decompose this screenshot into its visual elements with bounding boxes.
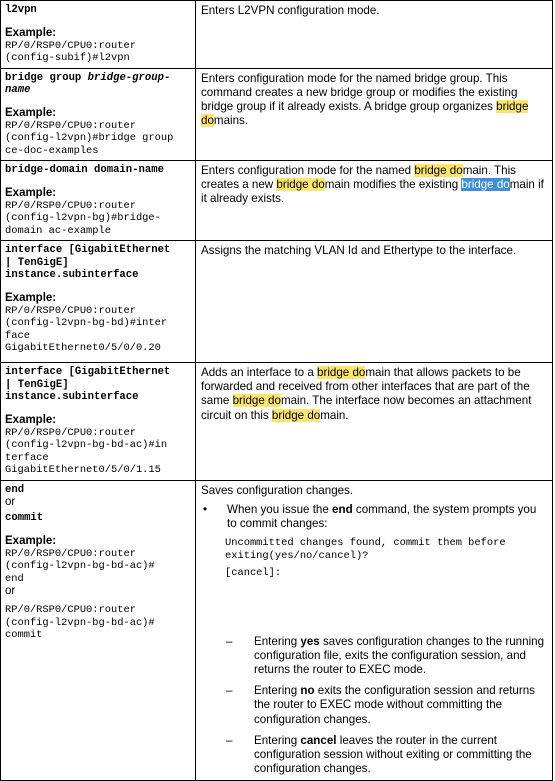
bullet-keyword: end xyxy=(332,502,353,516)
example-line: (config-l2vpn-bg-bd-ac)# xyxy=(5,616,155,629)
command-cell xyxy=(1,161,196,241)
command-argument: bridge-group-name xyxy=(5,71,171,96)
table-row xyxy=(1,68,553,161)
bullet-text xyxy=(227,503,548,531)
bullet-item xyxy=(201,503,548,531)
search-highlight: bridge do xyxy=(271,408,321,422)
command-text: instance.subinterface xyxy=(5,391,139,403)
description-text: main modifies the existing xyxy=(324,178,462,192)
description-text: Assigns the matching VLAN Id and Ethertype to the interface. xyxy=(201,244,517,257)
dash-text-part: exits the configuration session and returns the router to EXEC mode without committing the configuration changes. xyxy=(254,684,535,726)
example-label: Example: xyxy=(5,291,57,304)
example-label: Example: xyxy=(5,413,57,426)
dash-text-part: leaves the router in the current configuration session without exiting or committing the configuration changes. xyxy=(254,733,532,776)
example-label: Example: xyxy=(5,534,57,547)
command-cell xyxy=(1,1,196,69)
command-text: instance.subinterface xyxy=(5,269,139,281)
prompt-code-block xyxy=(225,537,548,579)
example-line: (config-l2vpn)#bridge group xyxy=(5,132,174,144)
dash-text-part: Entering xyxy=(254,684,301,698)
example-line: GigabitEthernet0/5/0/0.20 xyxy=(5,342,161,354)
command-cell xyxy=(1,68,196,161)
example-label: Example: xyxy=(5,186,57,199)
description-text: Saves configuration changes. xyxy=(201,483,354,497)
command-cell xyxy=(1,241,196,363)
code-line: exiting(yes/no/cancel)? xyxy=(225,549,369,562)
description-text: main. The interface now becomes an attachment circuit on this xyxy=(201,394,532,422)
search-highlight: bridge do xyxy=(232,394,281,408)
description-cell xyxy=(196,241,553,363)
example-line: RP/0/RSP0/CPU0:router xyxy=(5,604,136,616)
dash-icon: – xyxy=(226,684,233,698)
dash-keyword: cancel xyxy=(300,733,337,747)
example-line: RP/0/RSP0/CPU0:router xyxy=(5,39,136,52)
dash-text xyxy=(254,684,548,727)
description-cell xyxy=(196,161,553,241)
command-text: | TenGigE] xyxy=(5,256,69,269)
code-line: Uncommitted changes found, commit them before xyxy=(225,537,506,550)
command-cell xyxy=(1,363,196,481)
example-line: face xyxy=(5,329,30,342)
description-text: Enters configuration mode for the named xyxy=(201,164,415,177)
description-cell xyxy=(196,363,553,481)
description-text: mains. xyxy=(213,114,249,128)
command-text: commit xyxy=(5,512,44,524)
example-line: (config-l2vpn-bg)#bridge- xyxy=(5,212,161,224)
bullet-icon: • xyxy=(203,502,208,516)
table-row xyxy=(1,1,553,69)
search-highlight: bridge do xyxy=(276,178,325,192)
command-keyword: bridge group xyxy=(5,71,82,84)
example-line: terface xyxy=(5,451,49,464)
dash-icon: – xyxy=(226,634,233,648)
search-highlight: bridge do xyxy=(414,164,463,177)
dash-text xyxy=(254,635,548,678)
example-line: commit xyxy=(5,629,43,641)
description-text: main that allows packets to be forwarded and received from other interfaces that are part of the same xyxy=(201,366,530,408)
dash-keyword: no xyxy=(300,684,315,698)
table-row xyxy=(1,363,553,481)
command-cell xyxy=(1,480,196,780)
dash-text-part: Entering xyxy=(254,733,301,747)
dash-icon: – xyxy=(226,733,233,747)
description-cell xyxy=(196,480,553,780)
description-text: Enters configuration mode for the named bridge group. This command creates a new bridge group or modifies the existing bridge group if it already exists. A bridge group organizes xyxy=(201,71,518,113)
dash-item xyxy=(201,684,548,727)
command-text xyxy=(5,72,191,97)
example-line: (config-l2vpn-bg-bd)#inter xyxy=(5,317,168,329)
example-line: ce-doc-examples xyxy=(5,144,99,157)
command-text: l2vpn xyxy=(5,4,37,16)
example-line: RP/0/RSP0/CPU0:router xyxy=(5,547,136,560)
dash-text-part: Entering xyxy=(254,634,301,648)
bullet-text-part: When you issue the xyxy=(227,502,333,516)
example-line: GigabitEthernet0/5/0/1.15 xyxy=(5,464,161,476)
description-text: main. xyxy=(320,408,349,422)
example-line: (config-l2vpn-bg-bd-ac)# xyxy=(5,560,155,572)
description-text: main if it already exists. xyxy=(201,178,544,206)
search-highlight: bridge do xyxy=(317,366,366,379)
command-text: | TenGigE] xyxy=(5,378,69,391)
example-line: end xyxy=(5,572,24,585)
example-line: RP/0/RSP0/CPU0:router xyxy=(5,199,136,212)
or-label: or xyxy=(5,585,16,597)
or-label: or xyxy=(5,496,16,508)
bullet-text-part: command, the system prompts you to commit changes: xyxy=(227,502,537,530)
command-text: interface [GigabitEthernet xyxy=(5,244,171,256)
description-text: main. This creates a new xyxy=(201,164,516,192)
example-line: RP/0/RSP0/CPU0:router xyxy=(5,426,136,439)
table-row xyxy=(1,480,553,780)
description-text: Adds an interface to a xyxy=(201,366,318,379)
example-line: domain ac-example xyxy=(5,224,112,237)
search-highlight: bridge do xyxy=(201,99,529,128)
spacer xyxy=(201,580,548,628)
example-label: Example: xyxy=(5,106,57,119)
example-line: RP/0/RSP0/CPU0:router xyxy=(5,119,136,132)
example-line: (config-l2vpn-bg-bd-ac)#in xyxy=(5,439,168,451)
example-line: RP/0/RSP0/CPU0:router xyxy=(5,304,136,317)
example-line: (config-subif)#l2vpn xyxy=(5,52,130,64)
table-row xyxy=(1,241,553,363)
command-text: bridge-domain domain-name xyxy=(5,164,164,176)
description-text: Enters L2VPN configuration mode. xyxy=(201,4,380,17)
selected-search-highlight[interactable]: bridge do xyxy=(461,178,510,192)
example-label: Example: xyxy=(5,26,57,39)
dash-keyword: yes xyxy=(300,634,320,648)
code-line: [cancel]: xyxy=(225,566,282,579)
command-text: end xyxy=(5,483,25,496)
description-cell xyxy=(196,1,553,69)
dash-text-part: saves configuration changes to the running configuration file, exits the configuration session, and returns the router to EXEC mode. xyxy=(254,634,545,676)
command-text: interface [GigabitEthernet xyxy=(5,366,171,378)
dash-item xyxy=(201,635,548,678)
table-row xyxy=(1,161,553,241)
description-cell xyxy=(196,68,553,161)
